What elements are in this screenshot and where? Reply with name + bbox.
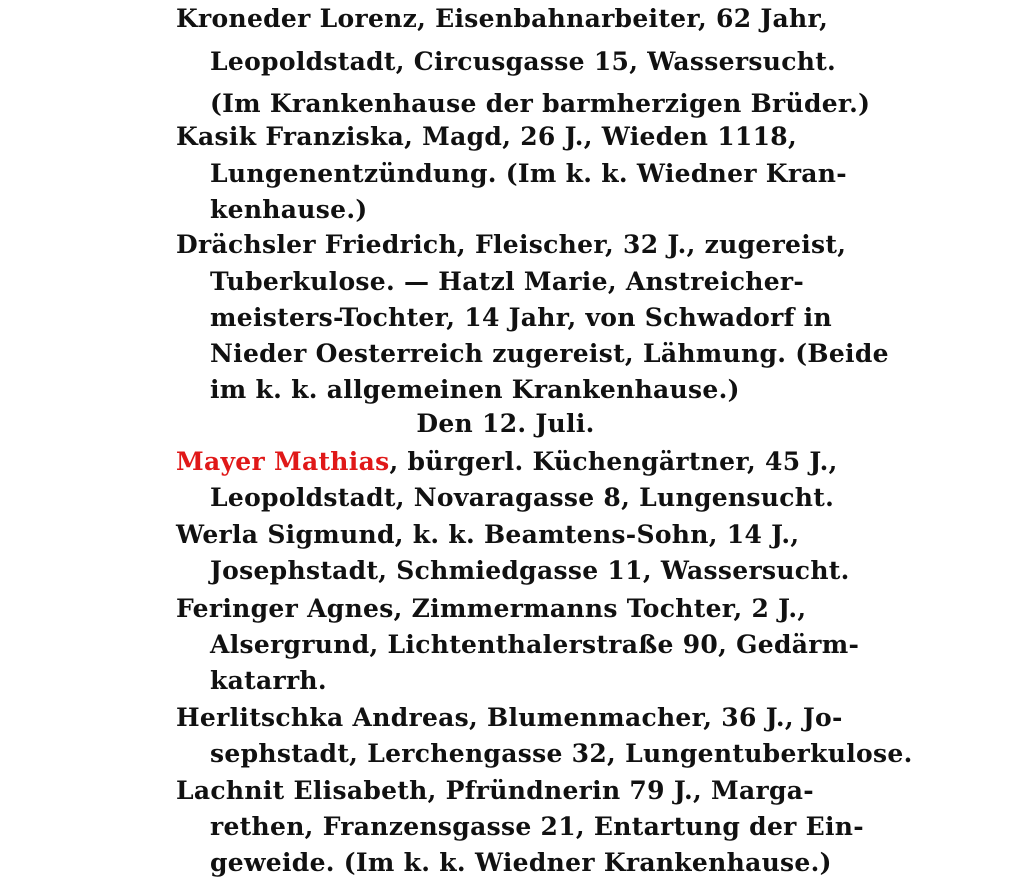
entry-line: Leopoldstadt, Circusgasse 15, Wassersucht. [210,47,837,76]
entry-line-rest: , bürgerl. Küchengärtner, 45 J., [389,447,838,476]
entry-line: geweide. (Im k. k. Wiedner Krankenhause.) [210,848,832,877]
entry-line: Feringer Agnes, Zimmermanns Tochter, 2 J., [176,594,807,623]
entry-line: Tuberkulose. — Hatzl Marie, Anstreicher- [210,267,805,296]
entry-line: Kasik Franziska, Magd, 26 J., Wieden 1118, [176,122,797,151]
entry-line: Josephstadt, Schmiedgasse 11, Wassersucht. [210,556,850,585]
entry-line: Werla Sigmund, k. k. Beamtens-Sohn, 14 J., [176,520,800,549]
entry-line: kenhause.) [210,195,368,224]
entry-line: rethen, Franzensgasse 21, Entartung der Ein- [210,812,864,841]
entry-line: Lachnit Elisabeth, Pfründnerin 79 J., Marga- [176,776,814,805]
entry-line: Kroneder Lorenz, Eisenbahnarbeiter, 62 Jahr, [176,4,829,33]
entry-line: Leopoldstadt, Novaragasse 8, Lungensucht. [210,483,835,512]
entry-line: im k. k. allgemeinen Krankenhause.) [210,375,740,404]
entry-line: sephstadt, Lerchengasse 32, Lungentuberkulose. [210,739,913,768]
entry-line: Alsergrund, Lichtenthalerstraße 90, Gedärm- [210,630,860,659]
date-heading: Den 12. Juli. [416,409,595,438]
entry-line: Lungenentzündung. (Im k. k. Wiedner Kran- [210,159,847,188]
entry-line: katarrh. [210,666,327,695]
entry-line: Drächsler Friedrich, Fleischer, 32 J., zugereist, [176,230,847,259]
highlighted-entry-line [176,446,838,478]
entry-line: meisters-Tochter, 14 Jahr, von Schwadorf in [210,303,832,332]
entry-line: (Im Krankenhause der barmherzigen Brüder.) [210,89,871,118]
highlighted-name: Mayer Mathias [176,447,390,476]
entry-line: Herlitschka Andreas, Blumenmacher, 36 J., Jo- [176,703,843,732]
entry-line: Nieder Oesterreich zugereist, Lähmung. (Beide [210,339,889,368]
